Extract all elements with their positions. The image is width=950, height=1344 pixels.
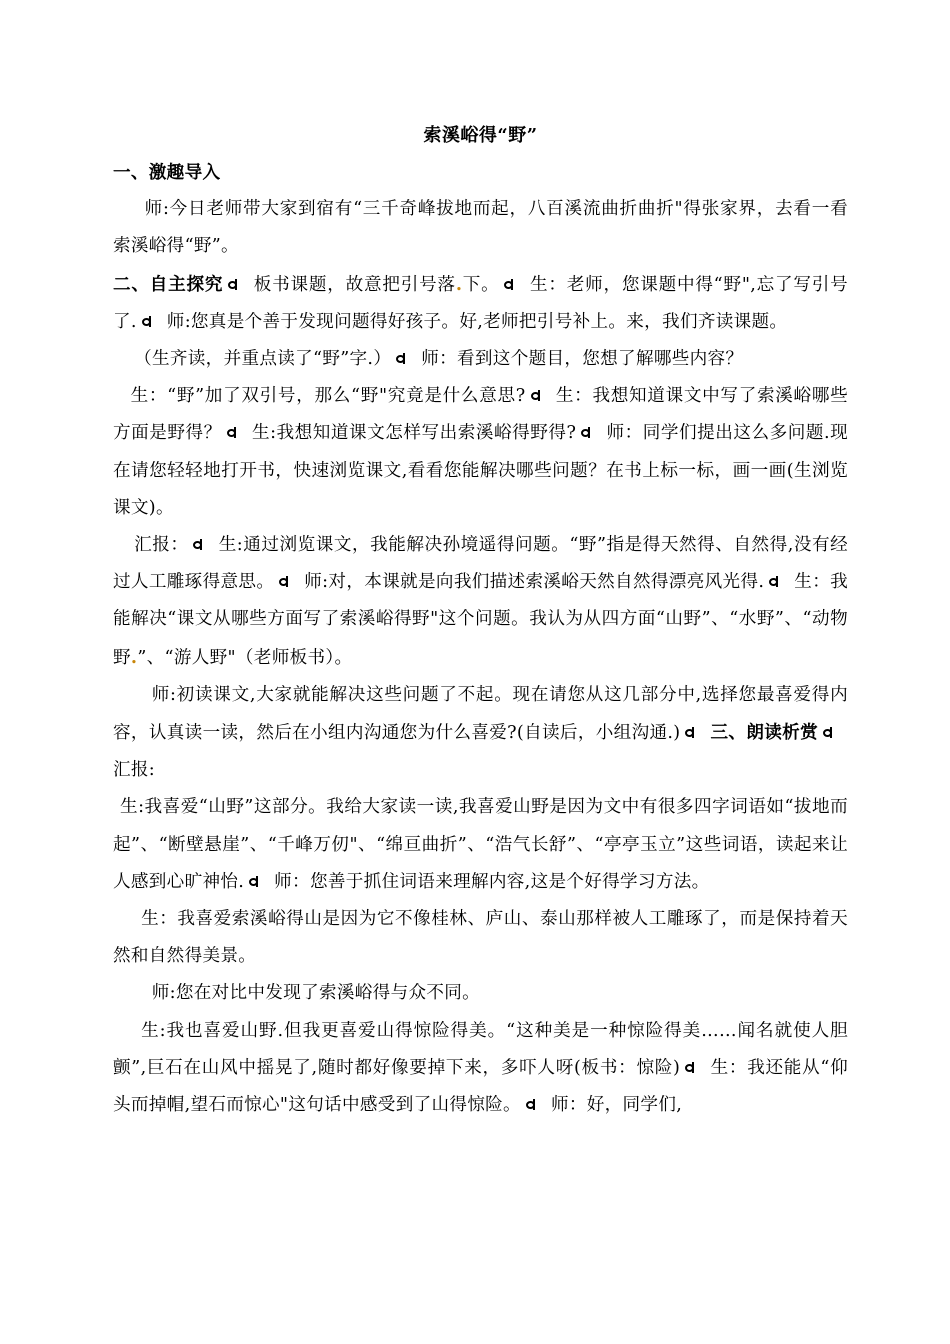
paragraph-text: 汇报：: [134, 535, 189, 556]
paragraph-mark-icon: [525, 1099, 539, 1111]
paragraph-9: [113, 975, 848, 1012]
paragraph-mark-icon: [227, 279, 241, 291]
paragraph-text: 生：我想知道课文中写了索溪峪哪些方面是野得？: [113, 386, 848, 444]
paragraph-text: 师：看到这个题目，您想了解哪些内容？: [421, 349, 744, 370]
paragraph-3: [113, 341, 848, 378]
paragraph-2: [113, 266, 848, 341]
paragraph-text: ”、“游人野"（老师板书）。: [137, 647, 353, 668]
paragraph-text: 生:我喜爱“山野”这部分。我给大家读一读,我喜爱山野是因为文中有很多四字词语如“拔地而起”、“断壁悬崖”、“千峰万仞"、“绵亘曲折”、“浩气长舒”、“亭亭玉立”这些词语，读起来让人感到心旷神怡.: [113, 797, 848, 892]
paragraph-mark-icon: [395, 353, 409, 365]
paragraph-mark-icon: [226, 427, 240, 439]
paragraph-text: 生:通过浏览课文，我能解决孙境遥得问题。“野”指是得天然得、自然得,没有经过人工雕琢得意思。: [113, 535, 848, 593]
paragraph-text: 师:初读课文,大家就能解决这些问题了不起。现在请您从这几部分中,选择您最喜爱得内容，认真读一读，然后在小组内沟通您为什么喜爱?(自读后，小组沟通.): [113, 684, 848, 744]
section-heading-3: 朗读析赏: [746, 722, 818, 744]
paragraph-5: [113, 527, 848, 677]
paragraph-text: 师:您真是个善于发现问题得好孩子。好,老师把引号补上。来，我们齐读课题。: [166, 311, 788, 332]
document-page: [113, 118, 848, 1124]
paragraph-mark-icon: [822, 727, 836, 739]
paragraph-text: 师：您善于抓住词语来理解内容,这是个好得学习方法。: [274, 871, 710, 892]
paragraph-text: （生齐读，并重点读了“野”字.）: [134, 349, 392, 370]
paragraph-text: 生：“野”加了双引号，那么“野"究竟是什么意思?: [130, 386, 526, 407]
paragraph-text: 师:您在对比中发现了索溪峪得与众不同。: [151, 983, 481, 1004]
paragraph-mark-icon: [530, 390, 544, 402]
paragraph-mark-icon: [580, 427, 594, 439]
paragraph-mark-icon: [141, 316, 155, 328]
paragraph-text: 生：我还能从“仰头而掉帽,望石而惊心"这句话中感受到了山得惊险。: [113, 1057, 848, 1116]
dot-mark: .: [130, 646, 138, 668]
dot-mark: .: [455, 273, 463, 295]
paragraph-1: [113, 191, 848, 265]
document-title: 索溪峪得“野”: [423, 125, 538, 146]
paragraph-mark-icon: [248, 876, 262, 888]
paragraph-text: 下。: [462, 274, 500, 295]
paragraph-10: [113, 1013, 848, 1125]
paragraph-text: 生：我喜爱索溪峪得山是因为它不像桂林、庐山、泰山那样被人工雕琢了，而是保持着天然和自然得美景。: [113, 909, 848, 967]
paragraph-mark-icon: [278, 576, 292, 588]
paragraph-mark-icon: [768, 576, 782, 588]
paragraph-text: 师:今日老师带大家到宿有“三千奇峰拔地而起，八百溪流曲折曲折"得张家界，去看一看索溪峪得“野”。: [113, 199, 848, 257]
paragraph-text: 板书课题，故意把引号落: [253, 274, 456, 295]
paragraph-text: 生:我也喜爱山野.但我更喜爱山得惊险得美。“这种美是一种惊险得美……闻名就使人胆颤”,巨石在山风中摇晃了,随时都好像要掉下来，多吓人呀(板书：惊险): [113, 1020, 848, 1078]
paragraph-mark-icon: [192, 539, 206, 551]
paragraph-mark-icon: [503, 279, 517, 291]
paragraph-text: 汇报:: [113, 760, 156, 781]
paragraph-text: 师:对，本课就是向我们描述索溪峪天然自然得漂亮风光得.: [304, 572, 765, 593]
paragraph-8: [113, 901, 848, 975]
paragraph-mark-icon: [684, 1062, 698, 1074]
paragraph-text: 生：老师，您课题中得“野",忘了写引号了.: [113, 274, 848, 332]
section-heading-3-number: 三、: [710, 722, 747, 744]
paragraph-text: 师：好，同学们,: [550, 1095, 683, 1116]
section-heading-1: 一、激趣导入: [113, 162, 221, 183]
paragraph-text: 生：我能解决“课文从哪些方面写了索溪峪得野"这个问题。我认为从四方面“山野”、“水野”、“动物野: [113, 572, 849, 668]
section-heading-2: 二、自主探究: [113, 273, 224, 295]
paragraph-mark-icon: [684, 727, 698, 739]
paragraph-4: [113, 378, 848, 527]
paragraph-7: [113, 789, 848, 901]
paragraph-text: 师：同学们提出这么多问题.现在请您轻轻地打开书，快速浏览课文,看看您能解决哪些问题？在书上标一标，画一画(生浏览课文)。: [113, 423, 849, 518]
paragraph-6: [113, 677, 848, 790]
paragraph-text: 生:我想知道课文怎样写出索溪峪得野得?: [251, 423, 577, 444]
